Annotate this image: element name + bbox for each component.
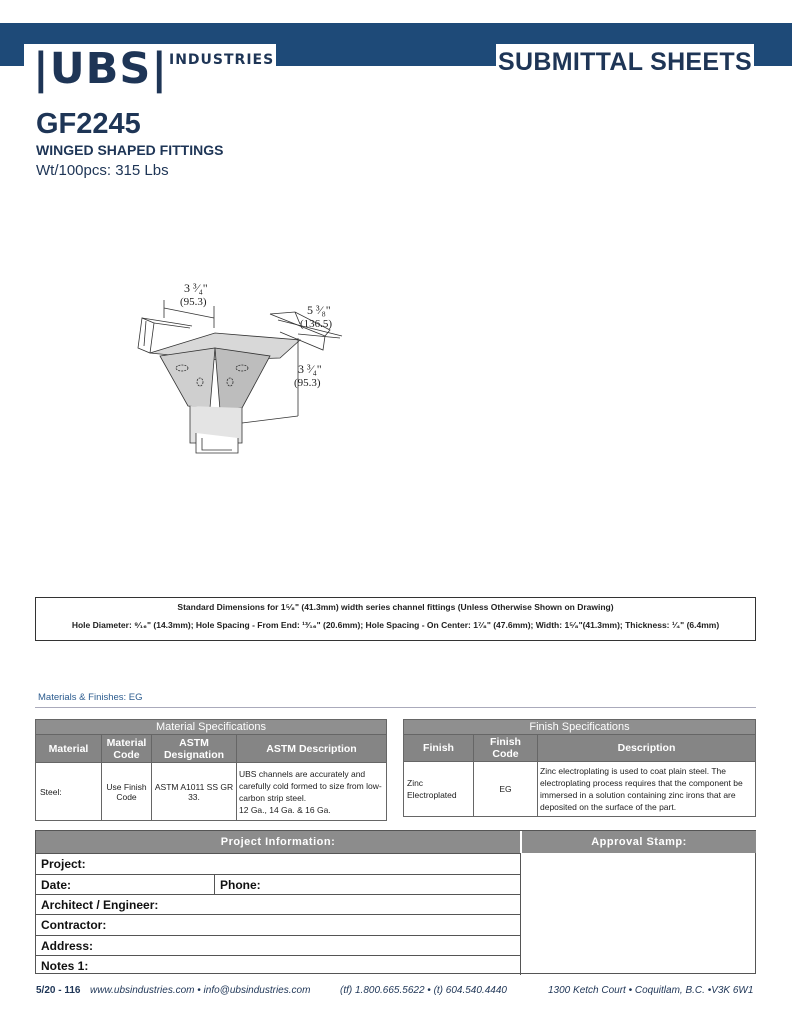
contractor-field-label: Contractor:	[41, 918, 107, 932]
col-finish: Finish	[404, 735, 474, 762]
footer-phone: (tf) 1.800.665.5622 • (t) 604.540.4440	[340, 985, 507, 996]
dim-right: 5 ³⁄₈"	[307, 303, 331, 317]
project-field-label: Project:	[41, 857, 86, 871]
dim-height-mm: (95.3)	[294, 377, 321, 389]
phone-field-label: Phone:	[220, 878, 261, 892]
col-finish-description: Description	[538, 735, 756, 762]
dim-height: 3 ³⁄₄"	[298, 362, 322, 376]
material-code-cell: Use Finish Code	[102, 763, 152, 821]
material-cell: Steel:	[36, 763, 102, 821]
product-name: WINGED SHAPED FITTINGS	[36, 142, 224, 158]
date-field-label: Date:	[41, 878, 72, 892]
material-spec-caption: Material Specifications	[36, 720, 387, 735]
astm-designation-cell: ASTM A1011 SS GR 33.	[152, 763, 237, 821]
footer-page: 5/20 - 116	[36, 985, 81, 996]
product-code: GF2245	[36, 108, 141, 140]
dim-top-mm: (95.3)	[180, 296, 207, 308]
finish-cell: Zinc Electroplated	[404, 762, 474, 817]
astm-description-cell: UBS channels are accurately and carefully cold formed to size from low-carbon strip steel.	[239, 768, 382, 803]
fitting-drawing	[120, 278, 360, 458]
col-astm-description: ASTM Description	[237, 735, 387, 763]
divider	[35, 707, 756, 708]
approval-stamp-header: Approval Stamp:	[521, 831, 756, 853]
address-field-label: Address:	[41, 939, 94, 953]
col-material-code: Material Code	[102, 735, 152, 763]
project-info-box	[35, 830, 756, 974]
standard-dimensions-details: Hole Diameter: ⁹⁄₁₆" (14.3mm); Hole Spacing - From End: ¹³⁄₁₆" (20.6mm); Hole Spacing - On Center: 1⁷⁄₈" (47.6mm); Width: 1⁵⁄₈"(41.3mm); Thickness: ¹⁄₄" (6.4mm)	[71, 620, 720, 630]
dim-top: 3 ³⁄₄"	[184, 281, 208, 295]
logo: |UBS|	[33, 44, 169, 94]
project-info-header: Project Information:	[36, 831, 520, 853]
footer-address: 1300 Ketch Court • Coquitlam, B.C. •V3K 6W1	[548, 985, 754, 996]
finish-spec-caption: Finish Specifications	[404, 720, 756, 735]
product-weight: Wt/100pcs: 315 Lbs	[36, 162, 169, 179]
standard-dimensions-title: Standard Dimensions for 1⁵⁄₈" (41.3mm) width series channel fittings (Unless Otherwise Shown on Drawing)	[177, 602, 614, 612]
notes-field-label: Notes 1:	[41, 959, 89, 973]
dim-right-mm: (136.5)	[300, 318, 333, 330]
architect-field-label: Architect / Engineer:	[41, 898, 159, 912]
logo-subtitle: INDUSTRIES	[169, 52, 275, 68]
footer-web: www.ubsindustries.com • info@ubsindustries.com	[90, 985, 311, 996]
finish-spec-table	[403, 719, 756, 817]
col-astm-designation: ASTM Designation	[152, 735, 237, 763]
standard-dimensions-box	[35, 597, 756, 641]
col-material: Material	[36, 735, 102, 763]
page-title: SUBMITTAL SHEETS	[498, 48, 752, 76]
col-finish-code: Finish Code	[474, 735, 538, 762]
astm-gauges: 12 Ga., 14 Ga. & 16 Ga.	[239, 804, 331, 815]
finish-description-cell: Zinc electroplating is used to coat plain steel. The electroplating process requires that the component be immersed in a solution containing zinc irons that are deposited on the surface of the part.	[538, 762, 756, 817]
material-spec-table	[35, 719, 387, 821]
finish-code-cell: EG	[474, 762, 538, 817]
materials-finishes-label: Materials & Finishes: EG	[38, 692, 143, 703]
